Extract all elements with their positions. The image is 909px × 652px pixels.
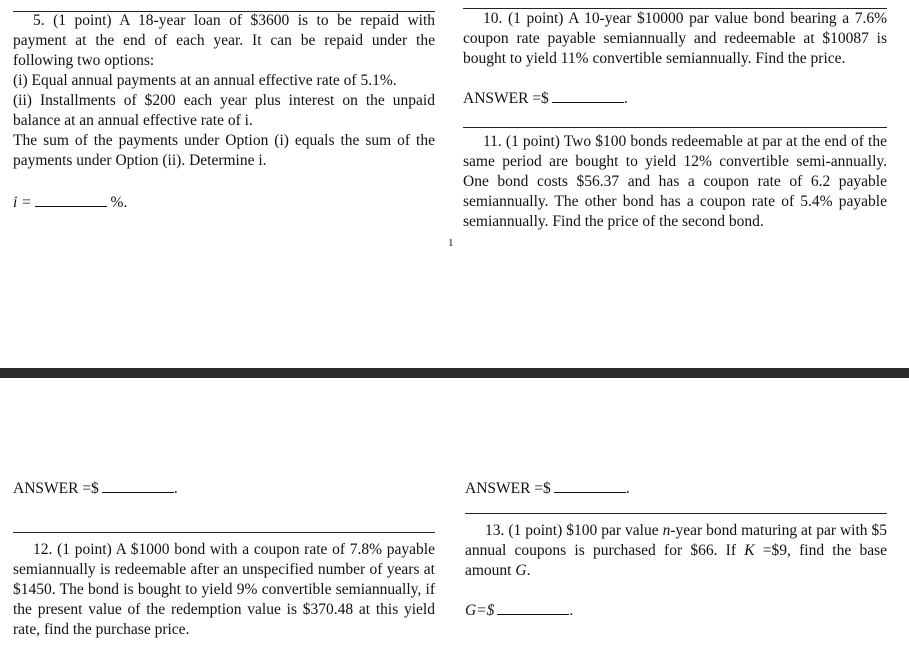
problem11-text xyxy=(463,132,887,232)
problem5-continued-answer xyxy=(13,478,178,499)
problem13-body-pre: $100 par value xyxy=(566,522,663,539)
problem11 xyxy=(463,132,887,232)
problem5-answer-suffix: %. xyxy=(110,194,128,211)
page-number: 1 xyxy=(448,237,454,249)
problem13-body-end: . xyxy=(526,562,531,579)
answer-right-label: ANSWER =$ xyxy=(465,480,551,497)
problem12-heading: 12. (1 point) xyxy=(33,541,112,558)
problem10-answer-label: ANSWER =$ xyxy=(463,90,549,107)
problem10-answer xyxy=(463,88,628,109)
problem10-text xyxy=(463,9,887,69)
problem12-top-rule xyxy=(13,532,435,533)
problem12 xyxy=(13,540,435,640)
bottom-page xyxy=(0,378,909,652)
problem11-top-rule xyxy=(463,127,887,128)
answer-right-blank[interactable] xyxy=(554,478,626,493)
problem11-heading: 11. (1 point) xyxy=(483,133,560,150)
page-separator-band xyxy=(0,368,909,378)
problem5-answer-blank[interactable] xyxy=(35,192,107,207)
problem10-body: A 10-year $10000 par value bond bearing a 7.6% coupon rate payable semiannually and redeemable at $10087 is bought to yield 11% convertible semiannually. Find the price. xyxy=(463,10,887,67)
problem5-intro xyxy=(13,11,435,71)
answer-left-label: ANSWER =$ xyxy=(13,480,99,497)
problem11-body: Two $100 bonds redeemable at par at the end of the same period are bought to yield 12% convertible semi-annually. One bond costs $56.37 and has a coupon rate of 6.2 payable semiannually. The other bond has a coupon rate of 5.4% payable semiannually. Find the price of the second bond. xyxy=(463,133,887,230)
problem13-top-rule xyxy=(465,513,887,514)
problem5-heading: 5. (1 point) xyxy=(33,12,112,29)
problem10-heading: 10. (1 point) xyxy=(483,10,564,27)
problem11-continued-answer xyxy=(465,478,630,499)
problem5-answer xyxy=(13,192,127,213)
problem13-var-n: n xyxy=(662,522,671,539)
problem13-answer-suffix: . xyxy=(569,602,574,619)
problem13-answer-label: G=$ xyxy=(465,602,495,619)
problem13-text xyxy=(465,521,887,581)
problem13-var-g: G xyxy=(515,562,527,579)
problem13-answer-blank[interactable] xyxy=(497,600,569,615)
problem13-heading: 13. (1 point) xyxy=(485,522,563,539)
answer-right-suffix: . xyxy=(625,480,630,497)
problem13-var-k: K xyxy=(744,542,755,559)
problem5-question: The sum of the payments under Option (i) equals the sum of the payments under Option (ii). Determine i. xyxy=(13,132,435,169)
answer-left-blank[interactable] xyxy=(102,478,174,493)
problem5 xyxy=(13,11,435,171)
problem13-body-mid2: =$9, find the base amount xyxy=(465,542,888,579)
problem5-body: A 18-year loan of $3600 is to be repaid with payment at the end of each year. It can be repaid under the following two options: xyxy=(13,12,436,69)
problem10-answer-suffix: . xyxy=(623,90,628,107)
problem5-option-2: (ii) Installments of $200 each year plus interest on the unpaid balance at an annual effective rate of i. xyxy=(13,92,435,129)
problem13-body-mid: -year bond maturing at par with $5 annual coupons is purchased for $66. If xyxy=(465,522,888,559)
answer-left-suffix: . xyxy=(173,480,178,497)
problem5-answer-label: i = xyxy=(13,194,32,211)
problem10 xyxy=(463,9,887,69)
problem12-text xyxy=(13,540,435,640)
problem5-option-1: (i) Equal annual payments at an annual effective rate of 5.1%. xyxy=(13,72,397,89)
problem10-answer-blank[interactable] xyxy=(552,88,624,103)
problem13 xyxy=(465,521,887,581)
problem12-body: A $1000 bond with a coupon rate of 7.8% payable semiannually is redeemable after an unspecified number of years at $1450. The bond is bought to yield 9% convertible semiannually, if the present value of the redemption value is $370.48 at this yield rate, find the purchase price. xyxy=(13,541,435,638)
problem13-answer xyxy=(465,600,573,621)
